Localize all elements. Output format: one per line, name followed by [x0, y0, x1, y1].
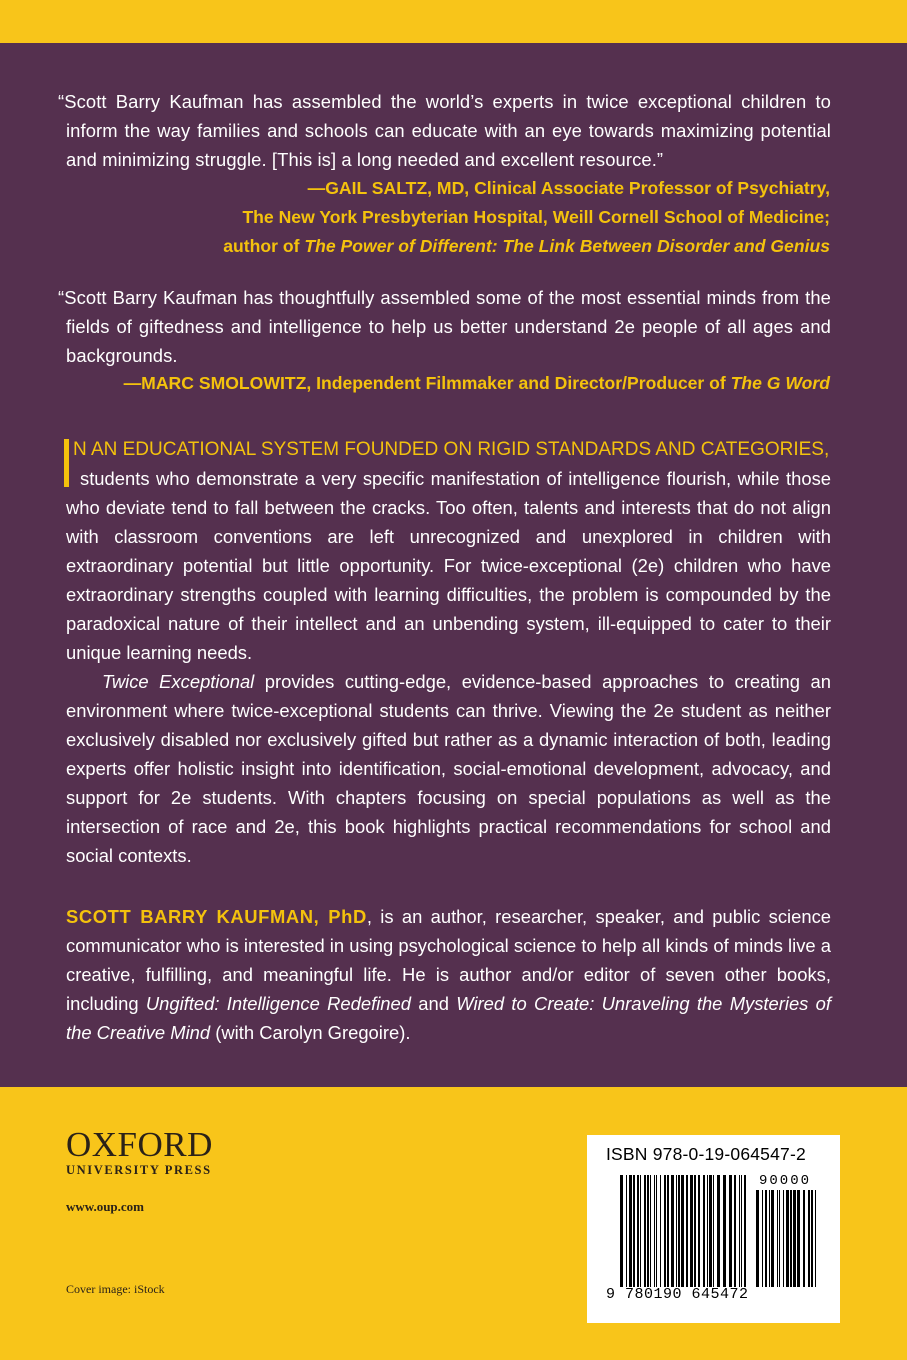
author-book-title: Wired to Create: Unraveling the Mysteries of the Creative Mind	[66, 993, 832, 1043]
barcode-bar	[811, 1190, 813, 1287]
endorsement-quote-saltz: “Scott Barry Kaufman has assembled the world’s experts in twice exceptional children to inform the way families and schools can educate with an eye towards maximizing potential and minimizing struggle. [This is] a long needed and excellent resource.”	[58, 91, 831, 170]
barcode-bar	[676, 1175, 677, 1287]
author-bio-text: (with Carolyn Gregoire).	[210, 1022, 411, 1043]
barcode-bar	[686, 1175, 688, 1287]
description-paragraph-1: students who demonstrate a very specific manifestation of intelligence flourish, while those who deviate tend to fall between the cracks. Too often, talents and interests that do not align with classroom conventions are left unrecognized and unexplored in children with extraordinary potential but little opportunity. For twice-exceptional (2e) children who have extraordinary strengths coupled with learning difficulties, the problem is compounded by the paradoxical nature of their intellect and an unbending system, ill-equipped to cater to their unique learning needs.	[66, 468, 831, 663]
barcode-bar	[717, 1175, 720, 1287]
endorsement-attribution-smolowitz	[30, 369, 830, 398]
attribution-line: —GAIL SALTZ, MD, Clinical Associate Professor of Psychiatry,	[307, 178, 830, 198]
barcode-bar	[723, 1175, 726, 1287]
barcode-bar	[664, 1175, 666, 1287]
barcode-bar	[803, 1190, 805, 1287]
author-name: SCOTT BARRY KAUFMAN, PhD	[66, 906, 367, 927]
barcode-bar	[633, 1175, 635, 1287]
publisher-logo: OXFORD	[66, 1125, 213, 1164]
barcode-bar	[667, 1175, 669, 1287]
author-bio-text: and	[410, 993, 457, 1014]
author-bio-text: , is an author, researcher, speaker, and public science communicator who is interested in using psychological science to help all kinds of minds live a creative, fulfilling, and meaningful life. He is author and/or editor of seven other books, including	[66, 906, 831, 1014]
barcode-bar	[790, 1190, 792, 1287]
attribution-line: The New York Presbyterian Hospital, Weill Cornell School of Medicine;	[242, 207, 830, 227]
attribution-book-title: The Power of Different: The Link Between Disorder and Genius	[304, 236, 830, 256]
barcode-bar	[703, 1175, 705, 1287]
description-paragraph-2-text: provides cutting-edge, evidence-based approaches to creating an environment where twice-exceptional students can thrive. Viewing the 2e student as neither exclusively disabled nor exclusively gifted but rather as a dynamic interaction of both, leading experts offer holistic insight into identification, social-emotional development, advocacy, and support for 2e students. With chapters focusing on special populations as well as the intersection of race and 2e, this book highlights practical recommendations for school and social contexts.	[66, 671, 831, 866]
barcode-bar	[779, 1190, 780, 1287]
endorsement-quote-smolowitz: “Scott Barry Kaufman has thoughtfully assembled some of the most essential minds from the fields of giftedness and intelligence to help us better understand 2e people of all ages and backgrounds.	[58, 287, 831, 366]
barcode-bar	[793, 1190, 796, 1287]
barcode-bar	[656, 1175, 657, 1287]
price-code: 90000	[759, 1173, 812, 1189]
attribution-prefix: —MARC SMOLOWITZ, Independent Filmmaker and Director/Producer of	[123, 373, 731, 393]
barcode-bar	[739, 1175, 740, 1287]
description-lead-in: N AN EDUCATIONAL SYSTEM FOUNDED ON RIGID STANDARDS AND CATEGORIES,	[73, 439, 830, 460]
barcode-bar	[713, 1175, 714, 1287]
barcode-bar	[626, 1175, 627, 1287]
purple-content-panel	[0, 43, 907, 1087]
barcode-bar	[765, 1190, 767, 1287]
barcode-bar	[777, 1190, 778, 1287]
barcode-bar	[620, 1175, 623, 1287]
attribution-film-title: The G Word	[730, 373, 830, 393]
barcode-bar	[637, 1175, 639, 1287]
book-title: Twice Exceptional	[102, 671, 255, 692]
barcode-bar	[671, 1175, 674, 1287]
barcode-digits: 9 780190 645472	[606, 1286, 749, 1303]
cover-credit: Cover image: iStock	[66, 1282, 165, 1296]
barcode-bar	[654, 1175, 655, 1287]
barcode-bar	[698, 1175, 700, 1287]
book-description	[66, 435, 831, 870]
barcode-bar	[756, 1190, 759, 1287]
barcode-bar	[744, 1175, 746, 1287]
endorsement-attribution-saltz	[30, 174, 830, 261]
barcode-bar	[640, 1175, 641, 1287]
barcode-bar	[660, 1175, 661, 1287]
barcode-bar	[734, 1175, 736, 1287]
author-bio	[66, 902, 831, 1047]
attribution-line	[30, 232, 830, 261]
barcode-bar	[647, 1175, 649, 1287]
barcode-bar	[783, 1190, 784, 1287]
barcode-bar	[729, 1175, 732, 1287]
barcode-bar	[769, 1190, 770, 1287]
publisher-subtitle: UNIVERSITY PRESS	[66, 1163, 212, 1177]
barcode-bar	[678, 1175, 680, 1287]
barcode-bar	[681, 1175, 684, 1287]
author-book-title: Ungifted: Intelligence Redefined	[145, 993, 411, 1014]
barcode-bar	[786, 1190, 789, 1287]
attribution-prefix: author of	[223, 236, 305, 256]
barcode-bar	[762, 1190, 763, 1287]
publisher-url: www.oup.com	[66, 1199, 145, 1214]
barcode-bar	[694, 1175, 696, 1287]
barcode-bar	[707, 1175, 708, 1287]
barcode-bar	[650, 1175, 651, 1287]
barcode-bar	[797, 1190, 800, 1287]
drop-cap-bar	[64, 439, 69, 487]
barcode-bar	[771, 1190, 774, 1287]
barcode-bar	[709, 1175, 712, 1287]
barcode-bar	[690, 1175, 693, 1287]
description-paragraph-2	[66, 667, 831, 870]
barcode-bar	[808, 1190, 810, 1287]
barcode-bar	[644, 1175, 646, 1287]
barcode-addon-bars	[756, 1190, 818, 1287]
barcode-bar	[741, 1175, 742, 1287]
barcode-bar	[629, 1175, 632, 1287]
barcode-main-bars	[620, 1175, 748, 1287]
barcode-box	[587, 1135, 840, 1323]
barcode-bar	[815, 1190, 816, 1287]
isbn-label: ISBN 978-0-19-064547-2	[606, 1144, 806, 1164]
